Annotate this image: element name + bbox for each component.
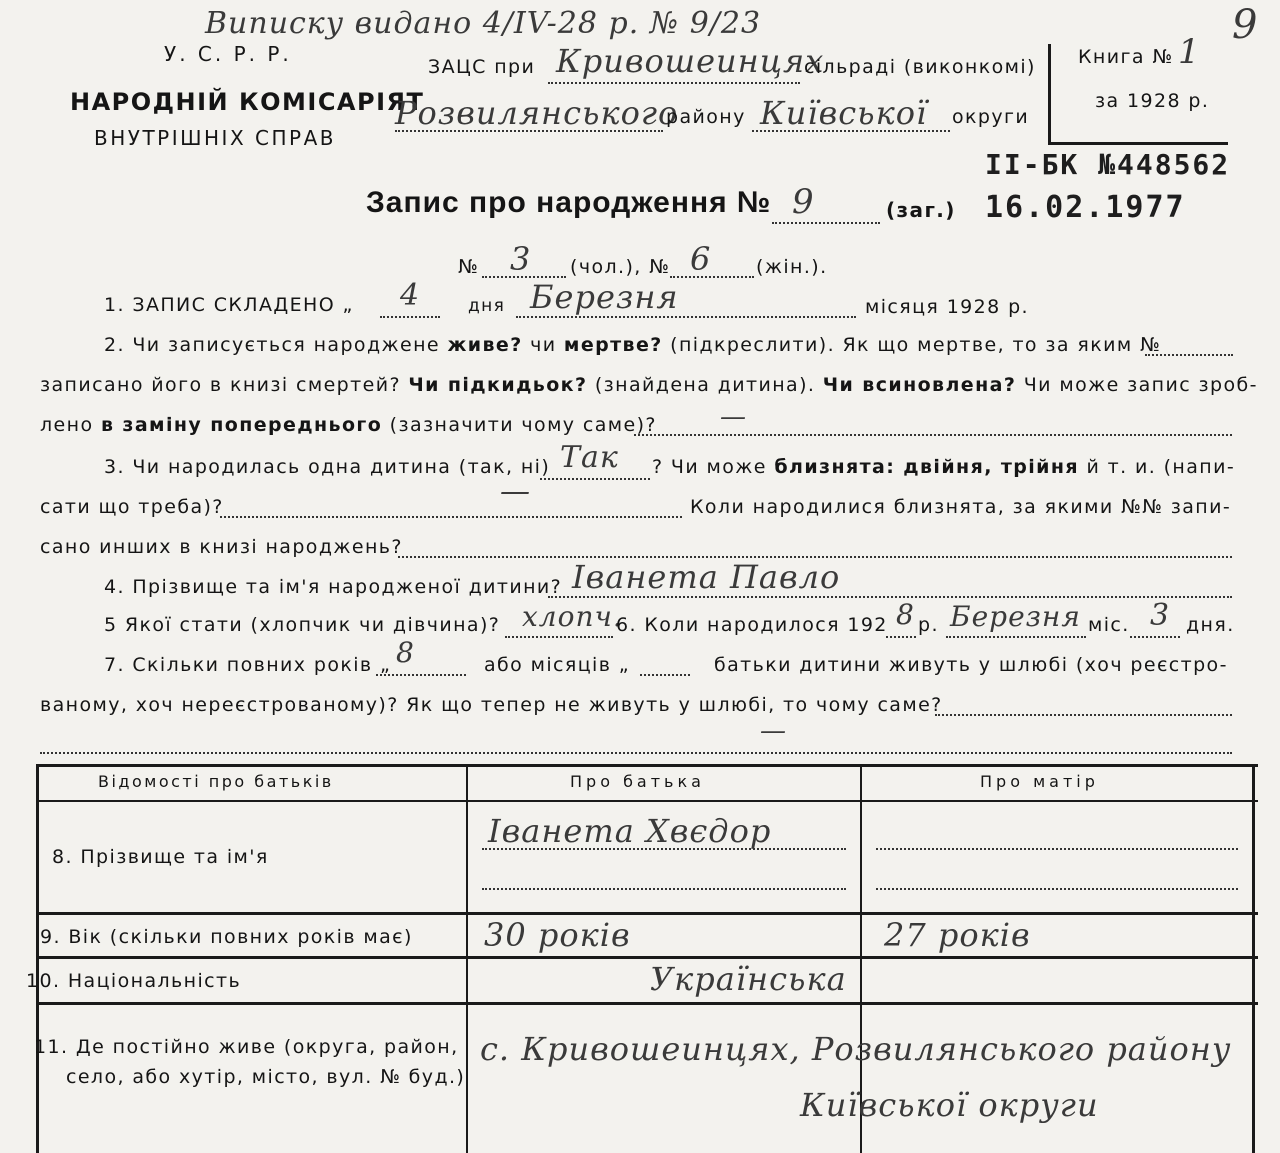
item2-dash: — (720, 402, 747, 432)
twins-dash: — (500, 474, 531, 509)
book-number: 1 (1178, 32, 1201, 72)
table-row8-border (36, 912, 1258, 915)
table-row10-border (36, 1002, 1258, 1005)
birth-month: Березня (950, 600, 1081, 633)
father-name: Іванета Хвєдор (488, 812, 772, 850)
months-married-line (640, 674, 690, 676)
child-sex: хлопч. (522, 600, 623, 633)
record-number: 9 (792, 182, 815, 222)
child-sex-line (505, 636, 613, 638)
item7-line1-pre: 7. Скільки повних років „ (104, 654, 392, 676)
commissariat-title: НАРОДНІЙ КОМІСАРІЯТ (70, 88, 425, 116)
okruha-label: округи (952, 106, 1030, 128)
item1-month-label: місяця 1928 р. (865, 296, 1029, 318)
years-married: 8 (396, 636, 415, 669)
mother-name-line1 (876, 848, 1238, 850)
item7-line1-mid: або місяців „ (484, 654, 631, 676)
birth-day: 3 (1150, 598, 1171, 633)
district-label: району (666, 106, 746, 128)
female-number-line (670, 276, 754, 278)
table-top-border (36, 764, 1258, 767)
item6-label: 6. Коли народилося 192 (616, 614, 888, 636)
table-header-parents: Відомості про батьків (98, 772, 334, 791)
female-label: (жін.). (756, 256, 828, 278)
record-title: Запис про народження № (366, 186, 772, 219)
single-child-line (540, 478, 650, 480)
item4-label: 4. Прізвище та ім'я народженої дитини? (104, 576, 563, 598)
record-day-line (380, 316, 440, 318)
item7-line2: ваному, хоч нереєстрованому)? Як що тепер не живуть у шлюбі, то чому саме? (40, 694, 943, 716)
item2-line3-text: лено в заміну попереднього (зазначити чому саме)? (40, 414, 657, 436)
record-day: 4 (400, 278, 421, 313)
item5-label: 5 Якої стати (хлопчик чи дівчина)? (104, 614, 501, 636)
residence-line2: Київської округи (800, 1086, 1099, 1124)
record-month: Березня (530, 278, 679, 316)
birth-day-line (1130, 636, 1180, 638)
selrada-label: сільраді (виконкомі) (804, 56, 1036, 78)
village-name: Кривошеинцях (556, 42, 825, 80)
table-right-border (1252, 764, 1255, 1153)
certificate-date: 16.02.1977 (985, 190, 1186, 225)
male-no-sign: № (458, 256, 480, 278)
item3-line2-post: Коли народилися близнята, за якими №№ запи- (690, 496, 1232, 518)
item2-line2-text: записано його в книзі смертей? Чи підкидьок? (знайдена дитина). Чи всиновлена? Чи може запис зроб- (40, 374, 1258, 396)
child-name-line (548, 596, 1232, 598)
item3-line1-post: ? Чи може близнята: двійня, трійня й т. и. (напи- (652, 456, 1236, 478)
book-box-border-left (1048, 44, 1051, 144)
district-line (395, 130, 663, 132)
item6-month-label: міс. (1088, 614, 1130, 636)
nationality: Українська (650, 960, 847, 998)
child-name: Іванета Павло (572, 558, 841, 596)
male-label: (чол.), № (570, 256, 671, 278)
residence-line1: с. Кривошеинцях, Розвилянського району (480, 1030, 1232, 1068)
corner-number: 9 (1232, 2, 1259, 48)
book-year: за 1928 р. (1095, 90, 1210, 112)
birth-year-digit: 8 (896, 598, 915, 631)
item7-dash: — (760, 716, 787, 746)
republic-label: У. С. Р. Р. (164, 42, 292, 66)
item3-line3: сано инших в книзі народжень? (40, 536, 403, 558)
item1-label: 1. ЗАПИС СКЛАДЕНО „ (104, 294, 354, 316)
district-name: Розвилянського (395, 94, 679, 132)
certificate-series: II-БК №448562 (985, 148, 1231, 181)
twins-line (220, 516, 682, 518)
female-number: 6 (690, 240, 712, 278)
father-name-line2 (482, 888, 846, 890)
item3-line2-pre: сати що треба)? (40, 496, 224, 518)
item3-line1-pre: 3. Чи народилась одна дитина (так, ні) (104, 456, 551, 478)
table-header-border (36, 800, 1258, 802)
book-label: Книга № (1078, 46, 1174, 68)
single-child-answer: Так (560, 440, 619, 475)
item2-replacement-line (634, 434, 1232, 436)
item2-death-line (1145, 354, 1233, 356)
village-line (548, 82, 800, 84)
okruha-line (752, 130, 950, 132)
row10-label: 10. Національність (26, 970, 242, 992)
male-number: 3 (510, 240, 532, 278)
okruha-name: Київської (760, 94, 928, 132)
row11-label-line1: 11. Де постійно живе (округа, район, (34, 1036, 459, 1058)
item7-extra-line (40, 752, 1232, 754)
item7-line1-post: батьки дитини живуть у шлюбі (хоч реєстро- (714, 654, 1228, 676)
table-header-mother: Про матір (980, 772, 1099, 791)
mother-name-line2 (876, 888, 1238, 890)
record-general-label: (заг.) (886, 198, 956, 222)
row8-label: 8. Прізвище та ім'я (52, 846, 269, 868)
row11-label-line2: село, або хутір, місто, вул. № буд.) (66, 1066, 466, 1088)
record-number-line (772, 222, 880, 224)
department-title: ВНУТРІШНІХ СПРАВ (94, 126, 336, 150)
item6-year-suffix: р. (918, 614, 939, 636)
birth-month-line (946, 636, 1086, 638)
book-box-border-bottom (1048, 142, 1228, 145)
row9-label: 9. Вік (скільки повних років має) (40, 926, 413, 948)
table-left-border (36, 764, 39, 1153)
mother-age: 27 років (884, 916, 1031, 954)
item1-day-label: дня (468, 296, 506, 316)
item7-reason-line (935, 714, 1232, 716)
father-age: 30 років (484, 916, 631, 954)
item6-day-label: дня. (1186, 614, 1235, 636)
table-col1-divider (466, 764, 468, 1153)
record-month-line (516, 316, 856, 318)
table-header-father: Про батька (570, 772, 705, 791)
top-handwritten-note: Виписку видано 4/IV-28 р. № 9/23 (205, 6, 762, 41)
zags-label: ЗАЦС при (428, 56, 536, 78)
item2-line1-text: 2. Чи записується народжене живе? чи мертве? (підкреслити). Як що мертве, то за яким № (104, 334, 1162, 356)
father-name-line1 (482, 848, 846, 850)
table-row9-border (36, 956, 1258, 959)
birth-year-line (886, 636, 916, 638)
years-married-line (376, 674, 466, 676)
